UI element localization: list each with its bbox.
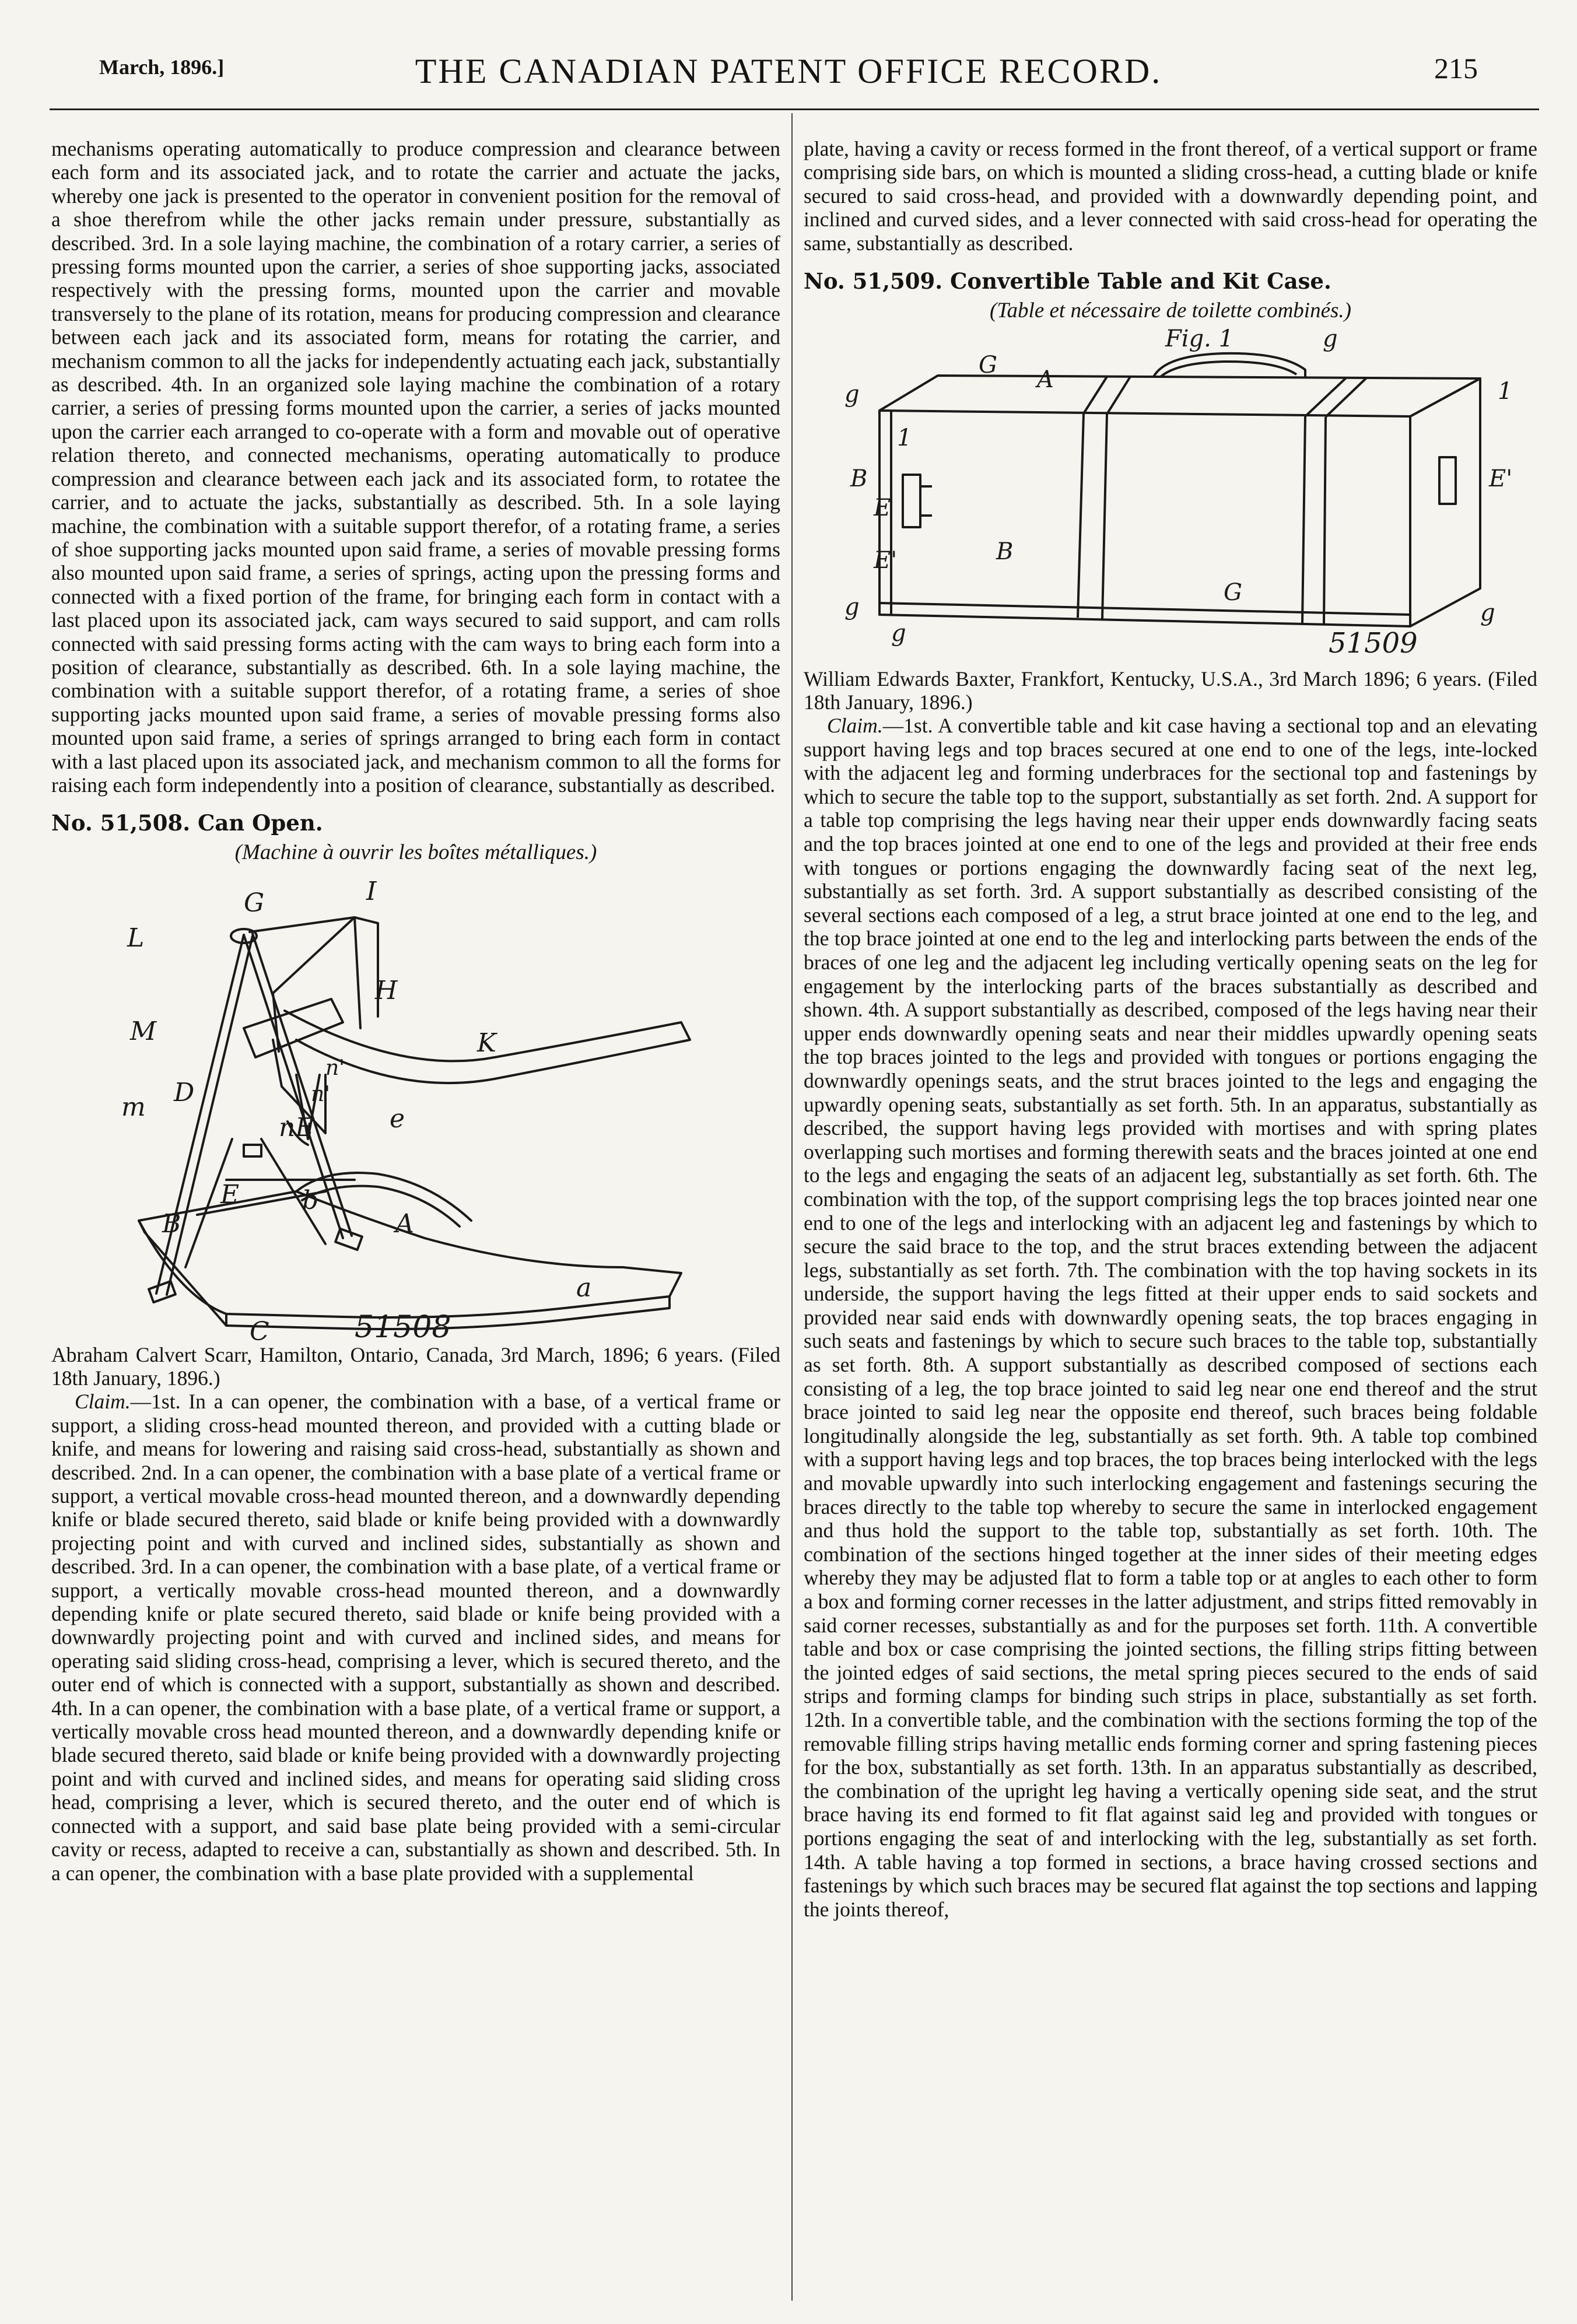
page-header	[52, 51, 1525, 100]
fig-label-A: A	[395, 1209, 414, 1239]
fig-label-D: D	[174, 1078, 195, 1108]
fig-label-1-left: 1	[897, 425, 912, 452]
patent-51508-claim	[51, 1390, 780, 1885]
claim-label: Claim.	[75, 1390, 131, 1414]
fig-label-L: L	[127, 923, 145, 954]
figure-number-51508: 51508	[355, 1310, 451, 1344]
fig-label-M: M	[130, 1016, 157, 1047]
patent-51509-heading: No. 51,509. Convertible Table and Kit Case.	[804, 268, 1331, 295]
publication-title: THE CANADIAN PATENT OFFICE RECORD.	[415, 52, 1162, 90]
fig-label-g-right: g	[1480, 600, 1495, 627]
page-number: 215	[1434, 52, 1478, 85]
fig-label-B: B	[996, 538, 1014, 566]
fig-label-B-left: B	[850, 465, 868, 493]
fig-label-g-bottom: g	[891, 620, 906, 647]
patent-51508-inventor: Abraham Calvert Scarr, Hamilton, Ontario, Canada, 3rd March, 1896; 6 years. (Filed 18th January, 1896.)	[51, 1343, 780, 1390]
patent-51509-french-title: (Table et nécessaire de toilette combinés.)	[990, 299, 1351, 323]
fig-label-G: G	[244, 888, 265, 919]
fig-label-fig1: Fig. 1	[1165, 325, 1234, 353]
kit-case-figure	[804, 323, 1537, 667]
patent-51509-claim-text: —1st. A convertible table and kit case having a sectional top and an elevating support having legs and top braces secured at one end to one of the legs, inte-locked with the adjacent leg and forming underbraces for the sectional top and fastenings by which to secure the table top to the support, substantially as set forth. 2nd. A support for a table top comprising the legs having near their upper ends downwardly facing seats and the top braces jointed at one end to one of the legs and provided at their free ends with tongues or portions engaging the downwardly facing seat of the next leg, substantially as set forth. 3rd. A support substantially as described consisting of the several sections each composed of a leg, a strut brace jointed at one end to the leg, and the top brace jointed at one end to the leg and interlocking parts between the ends of the braces of one leg and the adjacent leg including vertically opening seats on the leg for engagement by the interlocking parts of the braces substantially as described and shown. 4th. A support substantially as described, composed of the legs having near their upper ends downwardly opening seats and near their middles upwardly opening seats the top braces jointed to the legs and provided with tongues or portions engaging the downwardly openings seats, and the strut braces jointed to the legs and engaging the upwardly opening seats, substantially as set forth. 5th. In an apparatus, substantially as described, the support having legs provided with mortises and with spring plates overlapping such mortises and forming therewith seats and the braces jointed at one end to the legs and engaging the seats of an adjacent leg, substantially as set forth. 6th. The combination with the top, of the support comprising legs the top braces jointed near one end to one of the legs and interlocking with an adjacent leg and fastenings by which to secure the said brace to the top, and the strut braces extending between the adjacent legs, substantially as set forth. 7th. The combination with the top having sockets in its underside, the support having the legs fitted at their upper ends to said sockets and provided near said ends with downwardly opening seats, the top braces engaging in such seats and fastenings by which to secure such braces to the table top, substantially as set forth. 8th. A support substantially as described composed of sections each consisting of a leg, the top brace jointed to said leg near one end thereof and the strut brace jointed to said leg near the opposite end thereof, such braces being foldable longitudinally alongside the leg, substantially as set forth. 9th. A table top combined with a support having legs and top braces, the top braces being interlocked with the legs and movable upwardly into such interlocking engagement and fastenings securing the braces directly to the table top whereby to secure the same in interlocked engagement and thus hold the support to the table top, substantially as set forth. 10th. The combination of the sections hinged together at the inner sides of their meeting edges whereby they may be adjusted flat to form a table top or at angles to each other to form a box and forming corner recesses in the latter adjustment, and strips fitted removably in said corner recesses, substantially as and for the purposes set forth. 11th. A convertible table and box or case comprising the jointed sections, the filling strips fitting between the jointed edges of said sections, the metal spring pieces secured to the ends of said strips and forming clamps for binding such strips in place, substantially as set forth. 12th. In a convertible table, and the combination with the sections forming the top of the removable filling strips having metallic ends forming corner and spring fastening pieces for the box, substantially as set forth. 13th. In an apparatus substantially as described, the combination of the upright leg having a vertically opening side seat, and the strut brace having its end formed to fit flat against said leg and provided with tongues or portions engaging the seat of and interlocking with the leg, substantially as set forth. 14th. A table having a top formed in sections, a brace having crossed sections and fastenings by which such braces may be secured flat against the top sections and lapping the joints thereof,	[804, 714, 1537, 1921]
fig-label-n-prime: n'	[325, 1056, 345, 1081]
fig-label-a: a	[576, 1273, 592, 1303]
fig-label-1-right: 1	[1498, 378, 1513, 405]
header-rule	[50, 108, 1539, 110]
patent-51508-claim-text: —1st. In a can opener, the combination with a base, of a vertical frame or support, a sliding cross-head mounted thereon, and provided with a cutting blade or knife, and means for lowering and raising said cross-head, substantially as shown and described. 2nd. In a can opener, the combination with a base plate of a vertical frame or support, a vertical movable cross-head mounted thereon, and a downwardly depending knife or blade secured thereto, said blade or knife being provided with a downwardly projecting point and with curved and inclined sides, substantially as shown and described. 3rd. In a can opener, the combination with a base plate, of a vertical frame or support, a vertically movable cross-head mounted thereon, and a downwardly depending knife or plate secured thereto, said blade or knife being provided with a downwardly projecting point and with curved and inclined sides, and means for operating said sliding cross-head, comprising a lever, which is secured thereto, and the outer end of which is connected with a support, substantially as shown and described. 4th. In a can opener, the combination with a base plate, of a vertical frame or support, a vertically movable cross head mounted thereon, and a downwardly depending knife or blade secured thereto, said blade or knife being provided with a downwardly projecting point and with curved and inclined sides, and means for operating said sliding cross head, comprising a lever, which is secured thereto, and the outer end of which is connected with a support, and said base plate being provided with a semi-circular cavity or recess, adapted to receive a can, substantially as shown and described. 5th. In a can opener, the combination with a base plate provided with a supplemental	[51, 1390, 780, 1885]
figure-number-51509: 51509	[1329, 627, 1418, 660]
continued-claims-text: mechanisms operating automatically to produce compression and clearance between each form and its associated jack, and to rotate the carrier and actuate the jacks, whereby one jack is presented to the operator in convenient position for the removal of a shoe therefrom while the other jacks remain under pressure, substantially as described. 3rd. In a sole laying machine, the combination of a rotary carrier, a series of pressing forms mounted upon the carrier, a series of shoe supporting jacks, associated respectively with the pressing forms, mounted upon the carrier and movable transversely to the plane of its rotation, means for producing compression and clearance between each jack and its associated form, means for rotating the carrier, and mechanism common to all the jacks for independently actuating each jack, substantially as described. 4th. In an organized sole laying machine the combination of a rotary carrier, a series of pressing forms mounted upon the carrier, a series of jacks mounted upon the carrier each arranged to co-operate with a form and movable out of operative relation thereto, and connected mechanisms, operating automatically to produce compression and clearance between each jack and its associated form, to rotatee the carrier, and to actuate the jacks, substantially as described. 5th. In a sole laying machine, the combination with a suitable support therefor, of a rotating frame, a series of shoe supporting jacks mounted upon said frame, a series of movable pressing forms also mounted upon said frame, a series of springs, acting upon the pressing forms and connected with a fixed portion of the frame, for bringing each form in contact with a last placed upon its associated jack, cam ways secured to said support, and cam rolls connected with said pressing forms acting with the cam ways to bring each form into a position of clearance, substantially as described. 6th. In a sole laying machine, the combination with a suitable support therefor, of a rotating frame, a series of shoe supporting jacks mounted upon said frame, a series of movable pressing forms also mounted upon said frame, a series of springs arranged to bring each form in contact with a last placed upon its associated jack, and mechanism common to all the forms for raising each form independently into a position of clearance, substantially as described.	[51, 137, 780, 797]
fig-label-g-left: g	[844, 381, 860, 408]
fig-label-E: E	[874, 495, 891, 522]
fig-label-E: E	[220, 1180, 240, 1210]
fig-label-E-prime-right: E'	[1489, 465, 1513, 493]
fig-label-B: B	[162, 1209, 181, 1239]
fig-label-C: C	[250, 1317, 269, 1344]
fig-label-K: K	[477, 1028, 496, 1058]
column-divider	[791, 113, 793, 2301]
patent-51509-inventor: William Edwards Baxter, Frankfort, Kentucky, U.S.A., 3rd March 1896; 6 years. (Filed 18th January, 1896.)	[804, 667, 1537, 714]
fig-label-b: b	[302, 1186, 319, 1216]
right-column	[804, 137, 1537, 1921]
can-opener-figure	[51, 865, 780, 1343]
fig-label-H: H	[375, 976, 398, 1006]
fig-label-g-top: g	[1323, 325, 1338, 353]
patent-51508-claim-continuation: plate, having a cavity or recess formed in the front thereof, of a vertical support or frame comprising side bars, on which is mounted a sliding cross-head, a cutting blade or knife secured to said cross-head, and provided with a downwardly depending point, and inclined and curved sides, and a lever connected with said cross-head for operating the same, substantially as described.	[804, 137, 1537, 255]
fig-label-e: e	[390, 1104, 405, 1134]
fig-label-E-prime: E'	[874, 547, 898, 574]
claim-label: Claim.	[827, 714, 883, 738]
fig-label-m: m	[121, 1092, 146, 1123]
issue-date: March, 1896.]	[99, 55, 225, 79]
patent-51508-heading: No. 51,508. Can Open.	[51, 810, 323, 836]
fig-label-nE: nE	[279, 1113, 314, 1143]
left-column	[51, 137, 780, 1885]
fig-label-A: A	[1037, 366, 1054, 394]
fig-label-I: I	[366, 877, 377, 907]
fig-label-g-bottom-left: g	[844, 594, 860, 621]
patent-51508-french-title: (Machine à ouvrir les boîtes métalliques.)	[234, 840, 597, 865]
fig-label-G-top: G	[979, 352, 997, 379]
fig-label-G-bottom: G	[1224, 579, 1242, 607]
patent-51509-claim	[804, 714, 1537, 1921]
fig-label-n-prime-2: n'	[311, 1082, 331, 1107]
